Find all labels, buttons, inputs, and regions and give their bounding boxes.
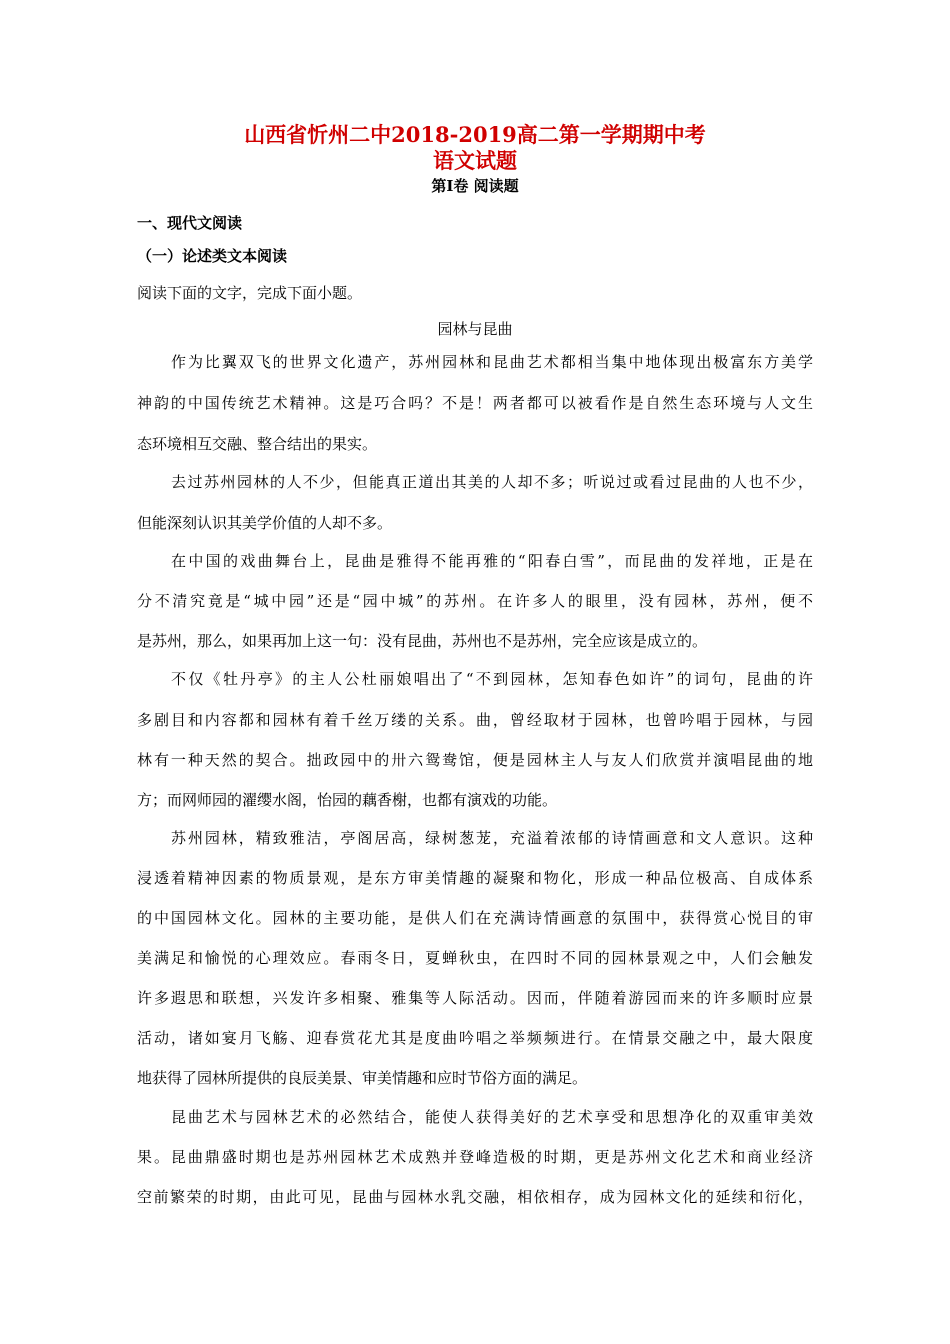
passage-line: 多剧目和内容都和园林有着千丝万缕的关系。曲，曾经取材于园林，也曾吟唱于园林，与园 [137, 711, 813, 729]
passage-line: 在中国的戏曲舞台上，昆曲是雅得不能再雅的“阳春白雪”，而昆曲的发祥地，正是在 [171, 552, 813, 570]
document-title: 山西省忻州二中2018-2019高二第一学期期中考 [244, 122, 706, 147]
passage-line: 浸透着精神因素的物质景观，是东方审美情趣的凝聚和物化，形成一种品位极高、自成体系 [137, 869, 813, 887]
passage-line: 方；而网师园的濯缨水阁，怡园的藕香榭，也都有演戏的功能。 [137, 791, 558, 809]
passage-line: 苏州园林，精致雅洁，亭阁居高，绿树葱茏，充溢着浓郁的诗情画意和文人意识。这种 [171, 829, 813, 847]
subsection-heading: （一）论述类文本阅读 [137, 247, 288, 265]
volume-heading: 第I卷 阅读题 [431, 177, 519, 195]
passage-title: 园林与昆曲 [437, 320, 513, 338]
passage-line: 分不清究竟是“城中园”还是“园中城”的苏州。在许多人的眼里，没有园林，苏州，便不 [137, 592, 813, 610]
passage-line: 空前繁荣的时期，由此可见，昆曲与园林水乳交融，相依相存，成为园林文化的延续和衍化， [137, 1188, 813, 1206]
passage-line: 是苏州，那么，如果再加上这一句：没有昆曲，苏州也不是苏州，完全应该是成立的。 [137, 632, 708, 650]
passage-line: 去过苏州园林的人不少，但能真正道出其美的人却不多；听说过或看过昆曲的人也不少， [171, 473, 813, 491]
passage-line: 果。昆曲鼎盛时期也是苏州园林艺术成熟并登峰造极的时期，更是苏州文化艺术和商业经济 [137, 1148, 813, 1166]
passage-line: 神韵的中国传统艺术精神。这是巧合吗？不是！两者都可以被看作是自然生态环境与人文生 [137, 394, 813, 412]
passage-line: 许多遐思和联想，兴发许多相聚、雅集等人际活动。因而，伴随着游园而来的许多顺时应景 [137, 989, 813, 1007]
reading-instruction: 阅读下面的文字，完成下面小题。 [137, 284, 363, 302]
passage-line: 的中国园林文化。园林的主要功能，是供人们在充满诗情画意的氛围中，获得赏心悦目的审 [137, 909, 813, 927]
passage-line: 地获得了园林所提供的良辰美景、审美情趣和应时节俗方面的满足。 [137, 1069, 588, 1087]
passage-line: 态环境相互交融、整合结出的果实。 [137, 435, 378, 453]
passage-line: 但能深刻认识其美学价值的人却不多。 [137, 514, 393, 532]
document-subtitle: 语文试题 [433, 148, 517, 173]
section-heading: 一、现代文阅读 [137, 214, 243, 232]
passage-line: 活动，诸如宴月飞觞、迎春赏花尤其是度曲吟唱之举频频进行。在情景交融之中，最大限度 [137, 1029, 813, 1047]
passage-line: 不仅《牡丹亭》的主人公杜丽娘唱出了“不到园林，怎知春色如许”的词句，昆曲的许 [171, 670, 813, 688]
passage-line: 昆曲艺术与园林艺术的必然结合，能使人获得美好的艺术享受和思想净化的双重审美效 [171, 1108, 813, 1126]
passage-line: 美满足和愉悦的心理效应。春雨冬日，夏蝉秋虫，在四时不同的园林景观之中，人们会触发 [137, 949, 813, 967]
passage-line: 林有一种天然的契合。拙政园中的卅六鸳鸯馆，便是园林主人与友人们欣赏并演唱昆曲的地 [137, 751, 813, 769]
passage-line: 作为比翼双飞的世界文化遗产，苏州园林和昆曲艺术都相当集中地体现出极富东方美学 [171, 353, 813, 371]
